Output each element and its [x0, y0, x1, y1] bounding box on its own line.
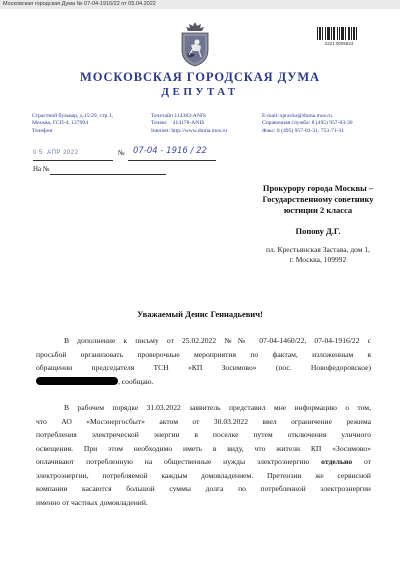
text-fragment: , сообщаю. [118, 376, 154, 386]
greeting: Уважаемый Денис Геннадьевич! [137, 309, 263, 319]
date-stamp: 0 5 АПР 2022 [33, 150, 79, 156]
text-fragment: оплачивают потребленную на общественные нужды электроэнергию [36, 457, 310, 466]
contact-line: Справочная служба: 8 (495) 957-03-30 [262, 120, 353, 127]
addressee-name: Попову Д.Г. [295, 226, 341, 236]
contact-line: Телефон [32, 127, 53, 134]
number-label: № [118, 149, 125, 157]
contact-line: E-mail: spravka@duma.mos.ru [262, 113, 332, 119]
text-line: электроэнергии, потребляемой каждым домовладением. Претензии же сервисной [36, 470, 371, 480]
text-line: что АО «Мосэнергосбыт» актом от 30.03.2022 ввел ограничение режима [36, 416, 371, 426]
registration-barcode [317, 27, 361, 46]
addressee-address-line: г. Москва, 109992 [289, 255, 347, 264]
contact-line: Факс: 8 (495) 957-03-31, 753-71-31 [262, 127, 345, 134]
addressee-position [250, 183, 386, 216]
moscow-coat-of-arms-icon [176, 20, 214, 68]
addressee-line: Прокурору города Москвы – [262, 183, 374, 193]
text-line: потребления электрической энергии в поселке путем отключения уличного [36, 430, 371, 439]
organization-subtitle: ДЕПУТАТ [161, 86, 239, 98]
contact-line: Москва, ГСП-4, 127994 [32, 120, 88, 127]
barcode-bars [317, 27, 361, 40]
contact-line: Телекс 414178-ANIS [151, 120, 205, 127]
contact-line: Страстной бульвар, д.15/29, стр.1, [32, 113, 113, 119]
text-line-redacted [36, 375, 371, 389]
contact-line: Телетайп 114383-ANIS [151, 113, 206, 119]
text-line: именно от частных домовладений. [36, 497, 148, 507]
emphasis-text: отдельно [321, 457, 353, 466]
addressee-line: Государственному советнику [262, 194, 374, 204]
text-line: освещения. При этом необходимо иметь в виду, что жители КП «Зосимово» [36, 443, 371, 453]
text-line: просьбой организовать проверочные мероприятия по фактам, изложенным в [36, 349, 371, 359]
text-line: обращении председателя ТСН «КП Зосимово» (пос. Новофедоровское) [36, 363, 371, 372]
organization-title: МОСКОВСКАЯ ГОРОДСКАЯ ДУМА [80, 70, 320, 84]
text-line: В дополнение к письму от 25.02.2022 №№ 07-04-1460/22, 07-04-1916/22 с [64, 336, 371, 345]
date-underline [33, 160, 113, 161]
addressee-address-line: пл. Крестьянская Застава, дом 1, [265, 245, 371, 254]
redaction-mark [36, 377, 118, 385]
contact-address-block [32, 113, 113, 135]
text-line: компании касаются большой суммы долга по потребленной электроэнергии [36, 484, 371, 493]
text-line: В рабочем порядке 31.03.2022 заявитель представил мне информацию о том, [64, 403, 371, 412]
contact-info-block [262, 113, 353, 135]
contact-telecom-block [151, 113, 227, 135]
reference-number-label: На № [33, 165, 50, 173]
paragraph-1 [36, 334, 371, 388]
reference-underline [50, 174, 166, 175]
text-line-emphasis [36, 455, 371, 469]
document-header-bar: Московская городская Дума № 07-04-1916/22 от 05.04.2022 [0, 0, 400, 9]
handwritten-outgoing-number: 07-04 - 1916 / 22 [133, 146, 207, 156]
addressee-line: юстиции 2 класса [283, 205, 353, 215]
number-underline [128, 160, 216, 161]
paragraph-2 [36, 401, 371, 509]
text-fragment: от [363, 457, 371, 466]
contact-line: Internet: http://www.duma.mos.ru [151, 127, 228, 134]
barcode-number: 2221 0005824 [324, 41, 354, 46]
